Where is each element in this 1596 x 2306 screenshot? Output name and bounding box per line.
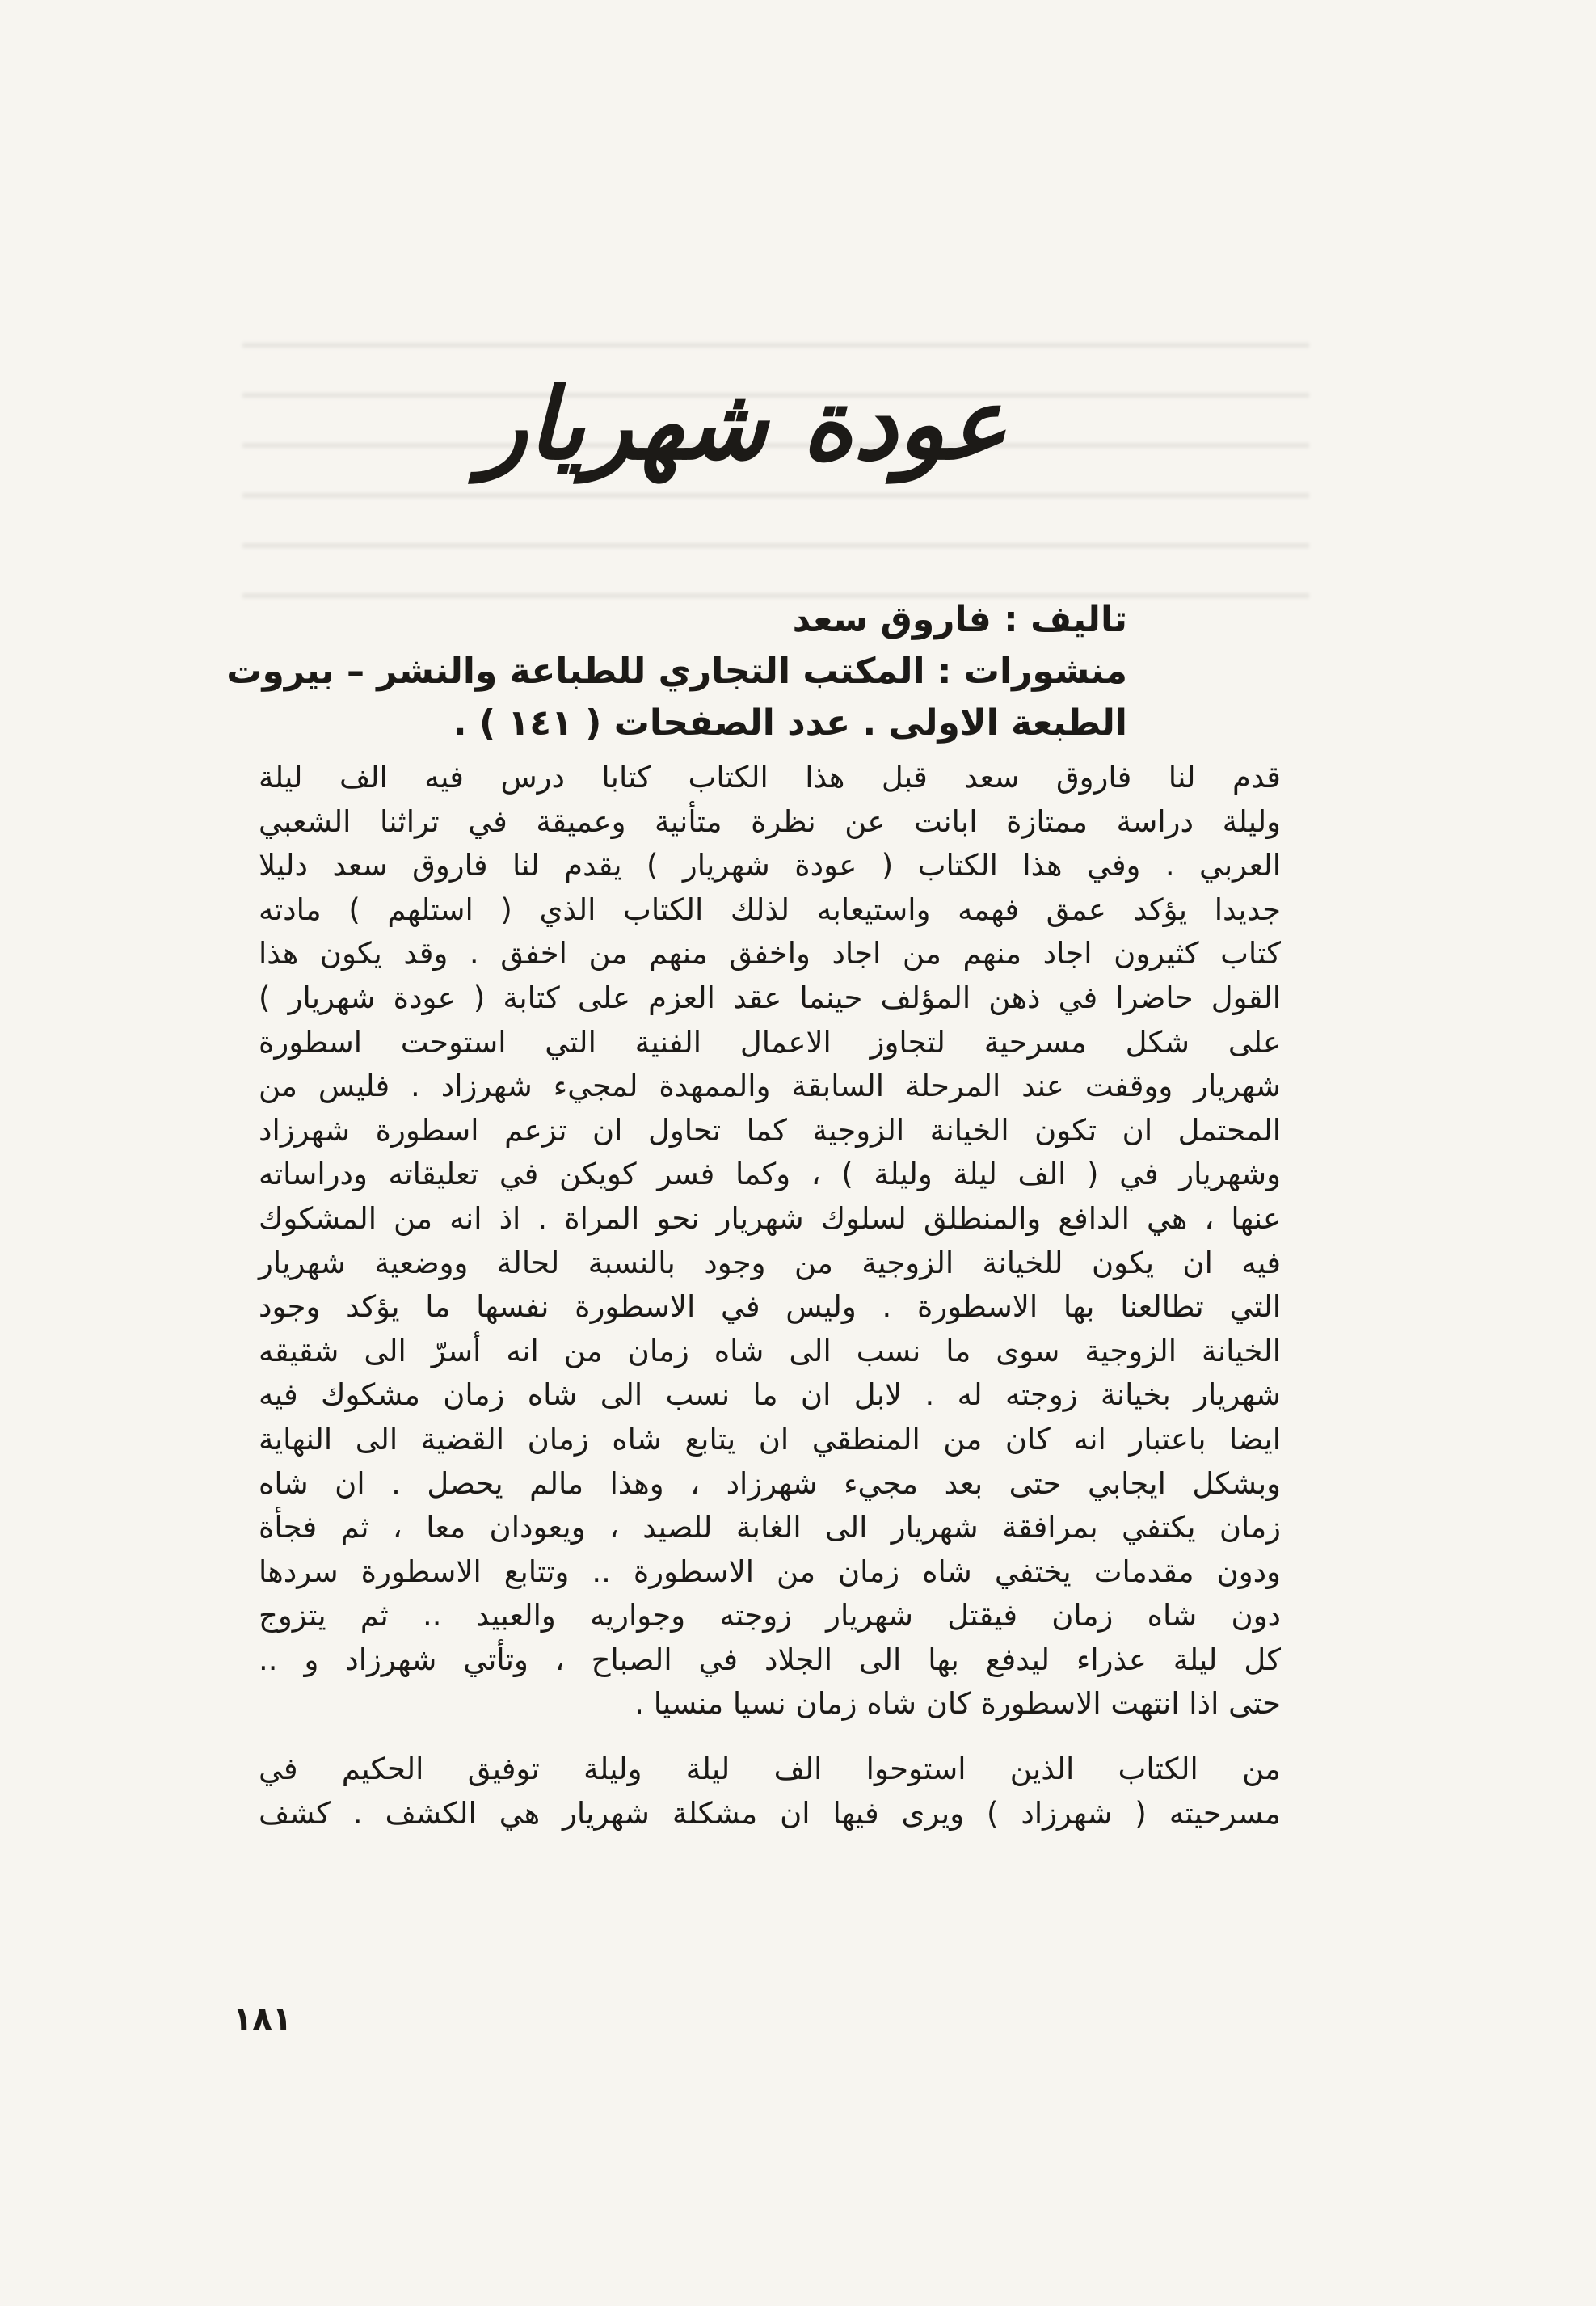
paragraph-1 — [259, 756, 1281, 1726]
text-line: حتى اذا انتهت الاسطورة كان شاه زمان نسيا منسيا . — [634, 1686, 1281, 1722]
text-line: القول حاضرا في ذهن المؤلف حينما عقد العزم على كتابة ( عودة شهريار ) — [259, 980, 1281, 1015]
text-line: قدم لنا فاروق سعد قبل هذا الكتاب كتابا درس فيه الف ليلة — [259, 760, 1281, 795]
text-line: ودون مقدمات يختفي شاه زمان من الاسطورة .. وتتابع الاسطورة سردها — [259, 1553, 1281, 1589]
publisher-line: منشورات : المكتب التجاري للطباعة والنشر – بيروت — [226, 651, 1127, 692]
article-title: عودة شهريار — [479, 367, 1008, 482]
text-line: فيه ان يكون للخيانة الزوجية من وجود بالنسبة لحالة ووضعية شهريار — [259, 1245, 1281, 1280]
book-metadata — [226, 594, 1127, 749]
text-line: العربي . وفي هذا الكتاب ( عودة شهريار ) يقدم لنا فاروق سعد دليلا — [259, 848, 1281, 883]
author-line: تاليف : فاروق سعد — [792, 599, 1127, 640]
text-line: مسرحيته ( شهرزاد ) ويرى فيها ان مشكلة شهريار هي الكشف . كشف — [259, 1795, 1281, 1831]
text-line: شهريار بخيانة زوجته له . لابل ان ما نسب الى شاه زمان مشكوك فيه — [259, 1377, 1281, 1413]
paragraph-2 — [259, 1747, 1281, 1836]
text-line: ايضا باعتبار انه كان من المنطقي ان يتابع شاه زمان القضية الى النهاية — [259, 1421, 1281, 1457]
text-line: وبشكل ايجابي حتى بعد مجيء شهرزاد ، وهذا مالم يحصل . ان شاه — [259, 1465, 1281, 1501]
text-line: التي تطالعنا بها الاسطورة . وليس في الاسطورة نفسها ما يؤكد وجود — [259, 1289, 1281, 1325]
text-line: شهريار ووقفت عند المرحلة السابقة والممهدة لمجيء شهرزاد . فليس من — [259, 1069, 1281, 1104]
text-line: كتاب كثيرون اجاد منهم من اجاد واخفق منهم من اخفق . وقد يكون هذا — [259, 936, 1281, 972]
edition-line: الطبعة الاولى . عدد الصفحات ( ١٤١ ) . — [453, 702, 1127, 744]
text-line: دون شاه زمان فيقتل شهريار زوجته وجواريه والعبيد .. ثم يتزوج — [259, 1598, 1281, 1634]
text-line: الخيانة الزوجية سوى ما نسب الى شاه زمان من انه أسرّ الى شقيقه — [259, 1333, 1281, 1368]
text-line: زمان يكتفي بمرافقة شهريار الى الغابة للصيد ، ويعودان معا ، ثم فجأة — [259, 1510, 1281, 1545]
text-line: كل ليلة عذراء ليدفع بها الى الجلاد في الصباح ، وتأتي شهرزاد و .. — [259, 1642, 1281, 1677]
text-line: عنها ، هي الدافع والمنطلق لسلوك شهريار نحو المراة . اذ انه من المشكوك — [259, 1200, 1281, 1236]
text-line: وشهريار في ( الف ليلة وليلة ) ، وكما فسر كويكن في تعليقاته ودراساته — [259, 1157, 1281, 1192]
text-line: وليلة دراسة ممتازة ابانت عن نظرة متأنية وعميقة في تراثنا الشعبي — [259, 803, 1281, 839]
text-line: من الكتاب الذين استوحوا الف ليلة وليلة توفيق الحكيم في — [259, 1752, 1281, 1787]
text-line: المحتمل ان تكون الخيانة الزوجية كما تحاول ان تزعم اسطورة شهرزاد — [259, 1112, 1281, 1148]
text-line: على شكل مسرحية لتجاوز الاعمال الفنية التي استوحت اسطورة — [259, 1024, 1281, 1060]
page-number: ١٨١ — [233, 2000, 293, 2038]
text-line: جديدا يؤكد عمق فهمه واستيعابه لذلك الكتاب الذي ( استلهم ) مادته — [259, 892, 1281, 927]
review-body — [259, 756, 1281, 1836]
